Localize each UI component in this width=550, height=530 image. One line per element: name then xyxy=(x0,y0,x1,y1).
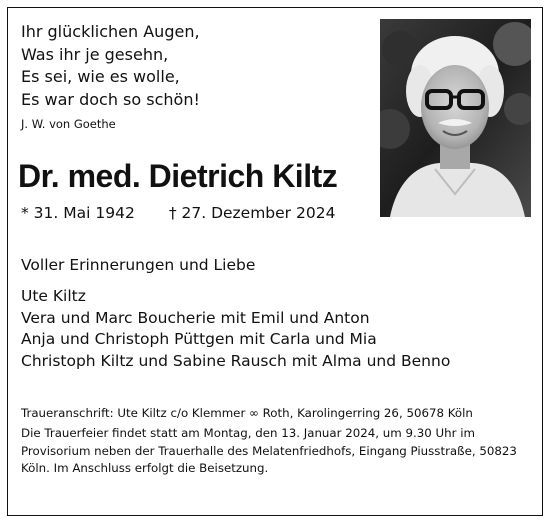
poem xyxy=(21,21,200,111)
poem-line: Was ihr je gesehn, xyxy=(21,44,169,64)
mourner-line: Vera und Marc Boucherie mit Emil und Anton xyxy=(21,308,370,327)
poem-attribution: J. W. von Goethe xyxy=(21,117,116,131)
poem-line: Es sei, wie es wolle, xyxy=(21,67,180,86)
notice-footer xyxy=(21,405,531,478)
mourners-list xyxy=(21,286,450,372)
mourner-line: Anja und Christoph Püttgen mit Carla und Mia xyxy=(21,330,377,348)
portrait-photo xyxy=(380,19,531,217)
funeral-details: Die Trauerfeier findet statt am Montag, den 13. Januar 2024, um 9.30 Uhr im Provisorium neben der Trauerhalle des Melatenfriedhofs, Eingang Piusstraße, 50823 Köln. Im Anschluss erfolgt die Beisetzung. xyxy=(21,426,517,475)
poem-line: Es war doch so schön! xyxy=(21,89,200,109)
obituary-notice xyxy=(7,7,543,516)
mourning-address: Traueranschrift: Ute Kiltz c/o Klemmer ∞ Roth, Karolingerring 26, 50678 Köln xyxy=(21,406,473,420)
poem-line: Ihr glücklichen Augen, xyxy=(21,22,200,41)
life-dates xyxy=(21,204,335,222)
mourners-intro: Voller Erinnerungen und Liebe xyxy=(21,256,256,274)
death-date: † 27. Dezember 2024 xyxy=(168,204,336,222)
mourner-line: Christoph Kiltz und Sabine Rausch mit Alma und Benno xyxy=(21,351,451,370)
birth-date: * 31. Mai 1942 xyxy=(21,204,135,222)
mourner-line: Ute Kiltz xyxy=(21,287,86,305)
deceased-name: Dr. med. Dietrich Kiltz xyxy=(18,158,338,194)
